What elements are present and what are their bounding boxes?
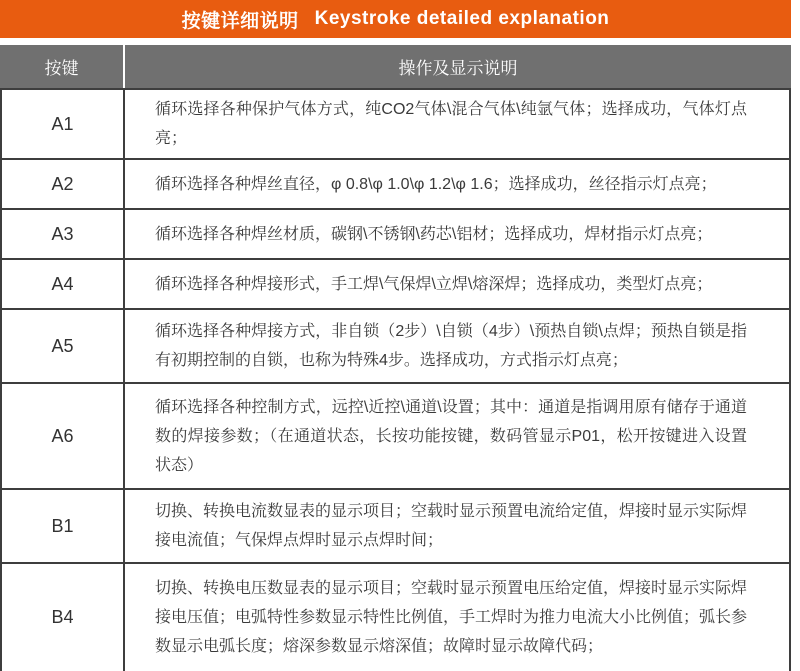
table-row-a6 [2, 384, 789, 490]
table-row-a1 [2, 90, 789, 160]
title-english: Keystroke detailed explanation [314, 8, 610, 29]
key-cell: A6 [2, 384, 125, 488]
table-body [0, 88, 791, 671]
title-bar [0, 0, 791, 38]
description-cell: 切换、转换电压数显表的显示项目；空载时显示预置电压给定值，焊接时显示实际焊接电压值；电弧特性参数显示特性比例值，手工焊时为推力电流大小比例值；弧长参数显示电弧长度；熔深参数显示熔深值；故障时显示故障代码； [155, 580, 748, 655]
key-column-header: 按键 [0, 45, 125, 88]
key-cell: A1 [2, 90, 125, 158]
table-row-b4 [2, 564, 789, 671]
keystroke-table [0, 45, 791, 671]
key-cell: B1 [2, 490, 125, 562]
table-row-b1 [2, 490, 789, 564]
description-cell: 循环选择各种焊丝材质，碳钢\不锈钢\药芯\铝材；选择成功，焊材指示灯点亮； [155, 225, 713, 243]
description-cell: 切换、转换电流数显表的显示项目；空载时显示预置电流给定值，焊接时显示实际焊接电流值；气保焊点焊时显示点焊时间； [155, 503, 748, 549]
key-cell: A2 [2, 160, 125, 208]
description-cell: 循环选择各种控制方式，远控\近控\通道\设置；其中：通道是指调用原有储存于通道数的焊接参数；（在通道状态，长按功能按键，数码管显示P01，松开按键进入设置状态） [155, 398, 747, 474]
key-cell: A5 [2, 310, 125, 382]
title-chinese: 按键详细说明 [181, 10, 299, 32]
table-header-row [0, 45, 791, 88]
key-cell: B4 [2, 564, 125, 671]
key-cell: A3 [2, 210, 125, 258]
description-cell: 循环选择各种焊接方式，非自锁（2步）\自锁（4步）\预热自锁\点焊；预热自锁是指有初期控制的自锁，也称为特殊4步。选择成功，方式指示灯点亮； [155, 323, 747, 369]
description-cell: 循环选择各种保护气体方式，纯CO2气体\混合气体\纯氩气体；选择成功，气体灯点亮； [155, 101, 747, 147]
description-column-header: 操作及显示说明 [398, 59, 518, 78]
table-row-a3 [2, 210, 789, 260]
table-row-a4 [2, 260, 789, 310]
table-row-a2 [2, 160, 789, 210]
description-cell: 循环选择各种焊丝直径，φ 0.8\φ 1.0\φ 1.2\φ 1.6；选择成功，丝径指示灯点亮； [155, 175, 717, 193]
table-row-a5 [2, 310, 789, 384]
key-cell: A4 [2, 260, 125, 308]
description-cell: 循环选择各种焊接形式，手工焊\气保焊\立焊\熔深焊；选择成功，类型灯点亮； [155, 275, 713, 293]
